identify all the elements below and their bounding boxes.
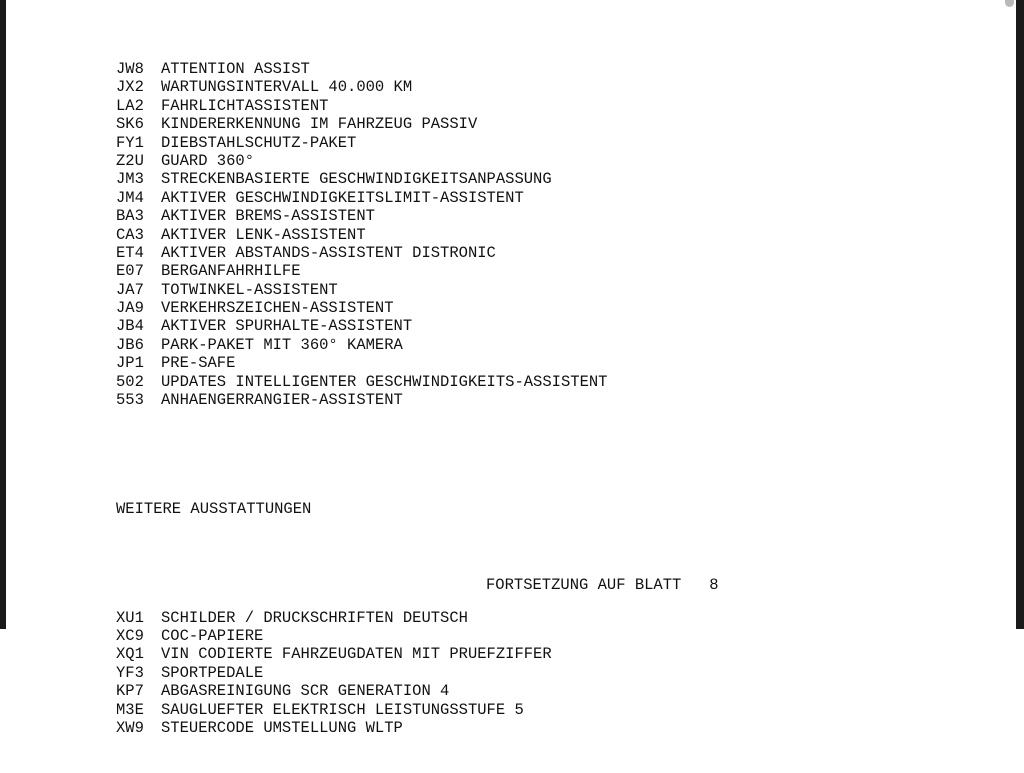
equipment-item	[116, 97, 607, 115]
equipment-code: XW9	[116, 718, 144, 737]
equipment-code: XU1	[116, 608, 144, 627]
equipment-item	[116, 336, 607, 354]
equipment-item	[116, 60, 607, 78]
scrollbar-thumb[interactable]	[1005, 0, 1014, 7]
equipment-code: Z2U	[116, 151, 144, 170]
equipment-item	[116, 627, 607, 645]
equipment-item	[116, 664, 607, 682]
equipment-code: JM3	[116, 170, 144, 189]
equipment-description: AKTIVER SPURHALTE-ASSISTENT	[161, 317, 413, 336]
section-heading: WEITERE AUSSTATTUNGEN	[116, 499, 312, 518]
equipment-code: E07	[116, 262, 144, 281]
equipment-code: JX2	[116, 78, 144, 97]
equipment-item	[116, 207, 607, 225]
equipment-item	[116, 170, 607, 188]
equipment-description: STEUERCODE UMSTELLUNG WLTP	[161, 718, 403, 737]
equipment-item	[116, 262, 607, 280]
equipment-description: VIN CODIERTE FAHRZEUGDATEN MIT PRUEFZIFFER	[161, 645, 552, 664]
equipment-item	[116, 244, 607, 262]
equipment-item	[116, 189, 607, 207]
equipment-code: JM4	[116, 188, 144, 207]
equipment-description: SCHILDER / DRUCKSCHRIFTEN DEUTSCH	[161, 608, 468, 627]
equipment-code: KP7	[116, 682, 144, 701]
equipment-code: SK6	[116, 115, 144, 134]
equipment-item	[116, 317, 607, 335]
equipment-code: JB6	[116, 335, 144, 354]
equipment-description: GUARD 360°	[161, 151, 255, 170]
equipment-code: JP1	[116, 354, 144, 373]
equipment-description: ANHAENGERRANGIER-ASSISTENT	[161, 391, 403, 410]
equipment-code: XQ1	[116, 645, 144, 664]
equipment-description: SPORTPEDALE	[161, 663, 264, 682]
equipment-code: FY1	[116, 133, 144, 152]
equipment-item	[116, 645, 607, 663]
equipment-description: AKTIVER ABSTANDS-ASSISTENT DISTRONIC	[161, 243, 496, 262]
equipment-item	[116, 134, 607, 152]
equipment-item	[116, 373, 607, 391]
equipment-description: ATTENTION ASSIST	[161, 60, 310, 78]
equipment-description: KINDERERKENNUNG IM FAHRZEUG PASSIV	[161, 115, 478, 134]
equipment-code: 553	[116, 391, 144, 410]
equipment-code: YF3	[116, 663, 144, 682]
equipment-item	[116, 78, 607, 96]
equipment-description: AKTIVER GESCHWINDIGKEITSLIMIT-ASSISTENT	[161, 188, 524, 207]
equipment-code: ET4	[116, 243, 144, 262]
equipment-description: BERGANFAHRHILFE	[161, 262, 301, 281]
equipment-item	[116, 281, 607, 299]
equipment-description: COC-PAPIERE	[161, 626, 264, 645]
equipment-item	[116, 391, 607, 409]
equipment-item	[116, 682, 607, 700]
equipment-item	[116, 609, 607, 627]
equipment-item	[116, 701, 607, 719]
equipment-description: AKTIVER LENK-ASSISTENT	[161, 225, 366, 244]
equipment-code: LA2	[116, 96, 144, 115]
left-window-edge	[0, 0, 6, 629]
equipment-item	[116, 152, 607, 170]
equipment-code: BA3	[116, 207, 144, 226]
equipment-code: JA7	[116, 280, 144, 299]
equipment-code: CA3	[116, 225, 144, 244]
equipment-description: WARTUNGSINTERVALL 40.000 KM	[161, 78, 413, 97]
equipment-code: M3E	[116, 700, 144, 719]
equipment-description: STRECKENBASIERTE GESCHWINDIGKEITSANPASSUNG	[161, 170, 552, 189]
equipment-item	[116, 354, 607, 372]
equipment-list	[116, 60, 607, 409]
spacer	[116, 554, 607, 572]
equipment-code: JA9	[116, 299, 144, 318]
equipment-item	[116, 115, 607, 133]
equipment-description: TOTWINKEL-ASSISTENT	[161, 280, 338, 299]
equipment-code: JB4	[116, 317, 144, 336]
sheet-number: 8	[709, 576, 719, 594]
continuation-text: FORTSETZUNG AUF BLATT	[486, 576, 682, 594]
equipment-item	[116, 719, 607, 737]
equipment-description: DIEBSTAHLSCHUTZ-PAKET	[161, 133, 357, 152]
equipment-description: AKTIVER BREMS-ASSISTENT	[161, 207, 375, 226]
continuation-note	[486, 576, 719, 594]
equipment-item	[116, 299, 607, 317]
additional-equipment-list	[116, 609, 607, 738]
equipment-code: JW8	[116, 60, 144, 78]
equipment-description: UPDATES INTELLIGENTER GESCHWINDIGKEITS-ASSISTENT	[161, 372, 608, 391]
spacer	[116, 445, 607, 463]
equipment-description: FAHRLICHTASSISTENT	[161, 96, 329, 115]
equipment-description: VERKEHRSZEICHEN-ASSISTENT	[161, 299, 394, 318]
equipment-description: PARK-PAKET MIT 360° KAMERA	[161, 335, 403, 354]
equipment-code: 502	[116, 372, 144, 391]
equipment-item	[116, 226, 607, 244]
equipment-description: PRE-SAFE	[161, 354, 236, 373]
equipment-description: SAUGLUEFTER ELEKTRISCH LEISTUNGSSTUFE 5	[161, 700, 524, 719]
document-page	[116, 24, 607, 773]
equipment-code: XC9	[116, 626, 144, 645]
equipment-description: ABGASREINIGUNG SCR GENERATION 4	[161, 682, 450, 701]
right-window-edge	[1016, 0, 1024, 629]
